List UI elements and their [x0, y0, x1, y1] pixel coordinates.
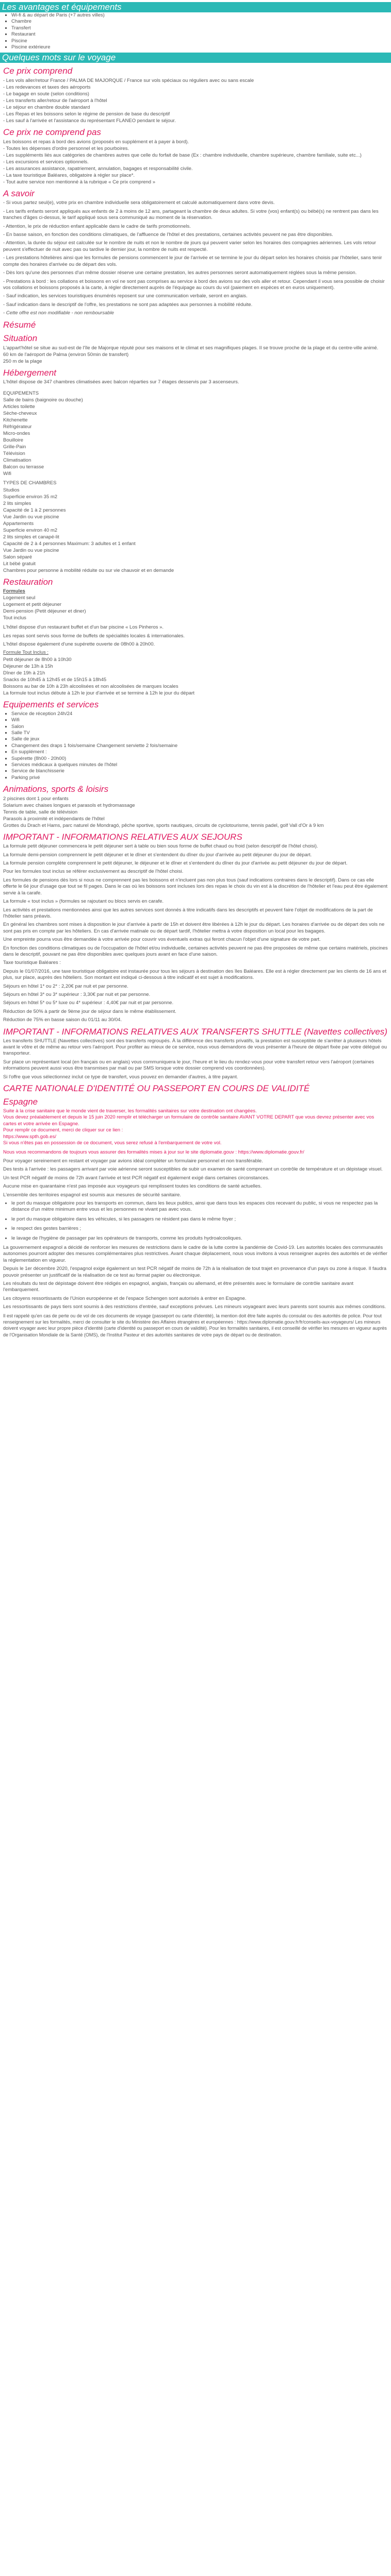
espagne-paragraph: Aucune mise en quarantaine n'est pas imposée aux voyageurs qui remplissent toutes les conditions de santé actuelles.: [3, 1183, 262, 1190]
type-chambre-line: 2 lits simples: [3, 500, 31, 506]
espagne-mesure-item: • le respect des gestes barrières ;: [11, 1226, 388, 1232]
formule-item: Tout inclus: [3, 615, 26, 621]
prix-comprend-item: - Les transferts aller/retour de l'aéroport à l'hôtel: [3, 98, 107, 104]
espagne-mesures-list: [3, 1200, 388, 1242]
important-sejours-paragraph: Depuis le 01/07/2016, une taxe touristique obligatoire est instaurée pour tous les séjours à destination des îles Baléares. Elle est à régler directement par les clients de 16 ans et plus, sur place, auprès des hôteliers. Son montant est indiqué ci-dessous à titre indicatif et est sujet à modifications.: [3, 968, 387, 981]
espagne-paragraph: Les résultats du test de dépistage doivent être rédigés en espagnol, anglais, français ou allemand, et être présentés avec le formulaire de contrôle sanitaire avant l'embarquement.: [3, 1280, 354, 1293]
situation-text: [3, 345, 388, 365]
formule-item: Logement et petit déjeuner: [3, 602, 62, 608]
prix-non-comprend-item: - Tout autre service non mentionné à la rubrique « Ce prix comprend »: [3, 179, 156, 185]
equipement-chambre-item: Sèche-cheveux: [3, 411, 37, 417]
avantage-item: ▪ Transfert: [11, 25, 388, 31]
important-sejours-paragraph: La formule demi-pension comprennent le petit déjeuner et le dîner et s'entendent du dîner du jour d'arrivée au petit déjeuner du jour de départ.: [3, 852, 312, 858]
types-chambres-label: TYPES DE CHAMBRES: [3, 480, 57, 486]
avantage-item: ▪ Wi-fi & au départ de Paris (+7 autres villes): [11, 12, 388, 19]
type-chambre-line: Studios: [3, 487, 20, 493]
important-sejours-paragraph: En fonction des conditions climatiques ou de l'occupation de l'hôtel et/ou individuelle, certaines activités peuvent ne pas être proposées de même que certains matériels, piscines dans le descriptif, pouvant ne pas être disponibles avec quelques jours avant en face d'une saison.: [3, 945, 388, 957]
important-sejours-paragraph: Séjours en hôtel 5* ou 5* luxe ou 4* supérieur : 4,40€ par nuit et par personne.: [3, 1000, 174, 1006]
formules-label: Formules: [3, 588, 25, 594]
espagne-paragraph: Depuis le 1er décembre 2020, l'espagnol exige également un test PCR négatif de moins de 72h à la réalisation de tout trajet en provenance d'un pays ou zone à risque. Il faudra pouvoir présenter un justificatif de la réalisation de ce test au format papier ou électronique.: [3, 1266, 386, 1278]
espagne-paragraph: Pour voyager sereinement en restant et voyager par avions idéal compléter un formulaire personnel et non transférable.: [3, 1158, 263, 1164]
avantage-item: ▪ Piscine: [11, 38, 388, 44]
equipement-chambre-item: Bouilloire: [3, 437, 24, 444]
important-sejours-paragraph: Taxe touristique Baléares :: [3, 960, 61, 966]
prix-comprend-item: - Les vols aller/retour France / PALMA DE MAJORQUE / France sur vols spéciaux ou réguliers avec ou sans escale: [3, 78, 254, 84]
type-chambre-line: Appartements: [3, 520, 34, 527]
formule-tout-inclus-line: Boissons au bar de 10h à 23h alcoolisées et non alcoolisées de marques locales: [3, 683, 178, 689]
important-transferts-paragraph: Si l'offre que vous sélectionnez inclut ce type de transfert, vous pouvez en demander d'autres, à titre payant.: [3, 1074, 238, 1080]
important-sejours-paragraph: Les activités et prestations mentionnées ainsi que les autres services sont donnés à titre indicatifs dans les descriptifs et peuvent faire l'objet de modifications de la part de l'hôtelier sans préavis.: [3, 907, 373, 919]
restauration-text-2: Les repas sont servis sous forme de buffets de spécialités locales & internationales.: [3, 633, 185, 639]
situation-line: 250 m de la plage: [3, 358, 42, 364]
espagne-paragraph: L'ensemble des territoires espagnol est soumis aux mesures de sécurité sanitaire.: [3, 1192, 182, 1198]
espagne-paragraph: Les ressortissants de pays tiers sont soumis à des restrictions d'entrée, sauf exceptions prévues. Les mineurs voyageant avec leurs parents sont soumis aux mêmes conditions.: [3, 1304, 386, 1310]
prix-non-comprend-item: - Les assurances assistance, rapatriement, annulation, bagages et responsabilité civile.: [3, 166, 193, 172]
animation-line: Solarium avec chaises longues et parasols et hydromassage: [3, 803, 135, 809]
type-chambre-line: Vue Jardin ou vue piscine: [3, 514, 59, 520]
animation-line: Grottes du Drach et Hams, parc naturel de Mondragó, pêche sportive, sports nautiques, circuits de cyclotourisme, tennis padel, golf Vall d'Or à 9 km: [3, 823, 324, 829]
prix-non-comprend-item: Les boissons et repas à bord des avions (proposés en supplément et à payer à bord).: [3, 139, 189, 145]
important-sejours-paragraph: Réduction de 50% à partir de 9ème jour de séjour dans le même établissement.: [3, 1008, 176, 1014]
prix-non-comprend-item: - Les suppléments liés aux catégories de chambres autres que celle du forfait de base (Ex : chambre individuelle, chambre supérieure, chambre familiale, suite etc...): [3, 152, 362, 159]
important-sejours-text: [3, 843, 388, 1023]
type-chambre-line: Lit bébé gratuit: [3, 561, 36, 567]
restauration-text-3: L'hôtel dispose également d'une supérette ouverte de 08h00 à 20h00.: [3, 641, 155, 647]
important-transferts-title: IMPORTANT - INFORMATIONS RELATIVES AUX TRANSFERTS SHUTTLE (Navettes collectives): [3, 1026, 387, 1037]
hebergement-text: L'hôtel dispose de 347 chambres climatisées avec balcon réparties sur 7 étages desservis par 3 ascenseurs.: [3, 379, 239, 385]
equipement-service-item: ▪ Changement des draps 1 fois/semaine Changement serviette 2 fois/semaine: [11, 743, 388, 749]
espagne-mesure-item: • le port du masque obligatoire pour les transports en commun, dans les lieux publics, ainsi que dans tous les espaces clos recevant du public, si vous ne respectez pas la distance d'un mètre minimum entre vous et les personnes ne vivant pas avec vous.: [11, 1200, 388, 1213]
espagne-mesure-item: • le port du masque obligatoire dans les véhicules, si les passagers ne résident pas dans le même foyer ;: [11, 1216, 388, 1223]
animation-line: 2 piscines dont 1 pour enfants: [3, 796, 69, 802]
espagne-mesure-item: • le lavage de l'hygiène de passager par les opérateurs de transports, comme les produits hydroalcooliques.: [11, 1235, 388, 1242]
espagne-paragraph: Les citoyens ressortissants de l'Union européenne et de l'espace Schengen sont autorisés à entrer en Espagne.: [3, 1295, 247, 1301]
hebergement-title: Hébergement: [3, 367, 57, 378]
a-savoir-list: [3, 200, 388, 308]
type-chambre-line: 2 lits simples et canapé-lit: [3, 534, 59, 540]
resume-title: Résumé: [3, 319, 36, 330]
espagne-recommandation: Nous vous recommandons de toujours vous assurer des formalités mises à jour sur le site diplomatie.gouv : https://www.diplomatie.gouv.fr/: [3, 1149, 304, 1156]
equipement-chambre-item: Articles toilette: [3, 404, 35, 410]
important-sejours-paragraph: Séjours en hôtel 3* ou 3* supérieur : 3,30€ par nuit et par personne.: [3, 991, 151, 997]
equipement-service-item: ▪ Salle TV: [11, 730, 388, 736]
equipements-chambre-list: [3, 397, 388, 477]
espagne-text-3: [3, 1296, 388, 1311]
avantage-item: ▪ Restaurant: [11, 31, 388, 38]
equipement-chambre-item: Micro-ondes: [3, 431, 30, 437]
prix-comprend-item: - Le séjour en chambre double standard: [3, 105, 90, 111]
avantage-item: ▪ Piscine extérieure: [11, 44, 388, 50]
equipement-service-item: ▪ Salon: [11, 724, 388, 730]
prix-non-comprend-item: - La taxe touristique Baléares, obligatoire à régler sur place*.: [3, 173, 135, 179]
prix-comprend-list: [3, 77, 388, 124]
formule-tout-inclus-list: [3, 656, 388, 697]
type-chambre-line: Chambres pour personne à mobilité réduite ou sur vie chauvoir et en demande: [3, 567, 174, 573]
equipement-service-item: ▪ Services médicaux à quelques minutes de l'hôtel: [11, 762, 388, 768]
type-chambre-line: Superficie environ 40 m2: [3, 527, 58, 533]
situation-line: L'appart'hôtel se situe au sud-est de l'île de Majorque réputé pour ses maisons et le climat et ses magnifiques plages. Il se trouve proche de la plage et du centre-ville animé.: [3, 345, 379, 351]
formules-list: [3, 595, 388, 621]
formule-tout-inclus-line: La formule tout inclus débute à 12h le jour d'arrivée et se termine à 12h le jour du départ: [3, 690, 194, 696]
important-sejours-paragraph: Une empreinte pourra vous être demandée à votre arrivée pour couvrir vos éventuels extras qui feront chacun l'objet d'une signature de votre part.: [3, 937, 321, 943]
espagne-title: Espagne: [3, 1097, 38, 1107]
espagne-paragraph: La gouvernement espagnol a décidé de renforcer les mesures de restrictions dans le cadre de la lutte contre la pandémie de Covid-19. Les autorités locales des communautés autonomes pourront adopter des mesures complémentaires plus restrictives. Avant chaque déplacement, nous vous invitons à vous renseigner auprès des autorités et de vérifier la réglementation en vigueur.: [3, 1244, 387, 1263]
formule-tout-inclus-line: Snacks de 10h45 à 12h45 et de 15h15 à 18h45: [3, 676, 107, 683]
prix-comprend-item: - Le bagage en soute (selon conditions): [3, 91, 89, 97]
equipements-services-title: Equipements et services: [3, 699, 99, 709]
a-savoir-item: - Attention, la durée du séjour est calculée sur le nombre de nuits et non le nombre de jours qui peuvent varier selon les horaires des compagnies aériennes. Les vols retour peuvent s'effectuer de nuit avec pas ou tardive le dernier jour, la nombre de nuits est respecté.: [3, 240, 376, 252]
avantages-list: [3, 12, 388, 50]
formule-tout-inclus-line: Déjeuner de 13h à 15h: [3, 663, 53, 669]
equipement-chambre-item: Kitchenette: [3, 417, 28, 423]
animation-line: Tennis de table, salle de télévision: [3, 809, 78, 816]
espagne-formalites-sanitaires: [3, 1108, 388, 1146]
a-savoir-item: - Les prestations hôtelières ainsi que les formules de pensions commencent le jour de l'arrivée et se termine le jour du départ selon les horaires choisis par l'hôtelier, sans tenir compte des horaires d'arrivée ou de départ des vols.: [3, 255, 382, 267]
cartes-title: CARTE NATIONALE D'IDENTITÉ OU PASSEPORT EN COURS DE VALIDITÉ: [3, 1083, 310, 1094]
non-modifiable-note: - Cette offre est non modifiable - non remboursable: [3, 310, 114, 316]
a-savoir-title: A savoir: [3, 189, 35, 199]
page: [0, 2, 391, 1338]
espagne-text-2: [3, 1245, 388, 1294]
equipement-chambre-item: Grille-Pain: [3, 444, 26, 450]
prix-comprend-item: - Les redevances et taxes des aéroports: [3, 84, 91, 91]
formule-item: Logement seul: [3, 595, 36, 601]
formule-item: Demi-pension (Petit déjeuner et diner): [3, 608, 86, 615]
animation-line: Parasols à proximité et indépendants de l'hôtel: [3, 816, 105, 822]
equipement-service-item: ▪ En supplément :: [11, 749, 388, 755]
a-savoir-item: - Attention, le prix de réduction enfant applicable dans le cadre de tarifs promotionnels.: [3, 223, 191, 229]
equipements-services-list: [3, 711, 388, 781]
a-savoir-item: - En basse saison, en fonction des conditions climatiques, de l'affluence de l'hôtel et des prestations, certaines activités peuvent ne pas être disponibles.: [3, 232, 333, 238]
section-header-avantages: Les avantages et équipements: [0, 2, 391, 12]
equipement-chambre-item: Climatisation: [3, 457, 31, 464]
important-sejours-title: IMPORTANT - INFORMATIONS RELATIVES AUX SEJOURS: [3, 832, 242, 842]
important-sejours-paragraph: Réduction de 75% en basse saison du 01/11 au 30/04.: [3, 1017, 122, 1023]
a-savoir-item: - Les tarifs enfants seront appliqués aux enfants de 2 à moins de 12 ans, partageant la chambre de deux adultes. Si votre (vos) enfant(s) ou bébé(s) ne rentrent pas dans les tranches d'âges ci-dessus, le tarif appliqué sous sera communiqué au moment de la réservation.: [3, 208, 379, 221]
equipement-chambre-item: Wifi: [3, 471, 11, 477]
a-savoir-item: - Sauf indication, les services touristiques énumérés reposent sur une communication verbale, seront en anglais.: [3, 293, 248, 299]
espagne-formalite-line: Suite à la crise sanitaire que le monde vient de traverser, les formalités sanitaires sur votre destination ont changées.: [3, 1108, 257, 1114]
main-content: [0, 66, 391, 1338]
animations-title: Animations, sports & loisirs: [3, 784, 109, 794]
animations-list: [3, 795, 388, 829]
a-savoir-item: - Sauf indication dans le descriptif de l'offre, les prestations ne sont pas adaptées aux personnes à mobilité réduite.: [3, 301, 253, 308]
equipement-service-item: ▪ Supérette (8h00 - 20h00): [11, 756, 388, 762]
espagne-formalite-line: Pour remplir ce document, merci de cliquer sur ce lien :: [3, 1127, 123, 1133]
important-transferts-paragraph: Sur place un représentant local (en français ou en anglais) vous communiquera le jour, l'heure et le lieu du rendez-vous pour votre transfert retour vers l'aéroport (certaines informations peuvent aussi vous être transmises par mail ou par SMS lorsque votre dossier comprend vos coordonnées).: [3, 1059, 374, 1072]
prix-non-comprend-list: [3, 139, 388, 185]
important-sejours-paragraph: La formule petit déjeuner commencera le petit déjeuner sert à table ou bien sous forme de buffet chaud ou froid (selon descriptif de l'hôtel choisi).: [3, 843, 318, 850]
espagne-text: [3, 1158, 388, 1198]
avantages-content: [0, 12, 391, 50]
situation-line: 60 km de l'aéroport de Palma (environ 50min de transfert): [3, 351, 129, 358]
type-chambre-line: Superficie environ 35 m2: [3, 494, 58, 500]
important-sejours-paragraph: Pour les formules tout inclus se référer exclusivement au descriptif de l'hôtel choisi.: [3, 869, 184, 875]
prix-comprend-item: - Les Repas et les boissons selon le régime de pension de base du descriptif: [3, 111, 170, 117]
important-sejours-paragraph: Séjours en hôtel 1* ou 2* : 2,20€ par nuit et par personne.: [3, 983, 128, 989]
espagne-fine-print: Il est rappelé qu'en cas de perte ou de vol de ces documents de voyage (passeport ou carte d'identité), la mention doit être faite auprès du consulat ou des autorités de police. Pour tout renseignement sur les formalités, merci de consulter le site du Ministère des Affaires étrangères et européennes : https://www.diplomatie.gouv.fr/fr/conseils-aux-voyageurs/ Les mineurs doivent voyager avec leur propre pièce d'identité (carte d'identité ou passeport en cours de validité). Pour les formalités sanitaires, il est conseillé de vérifier les mesures en vigueur auprès de l'Organisation Mondiale de la Santé (OMS), de l'Institut Pasteur et des autorités sanitaires de votre pays de départ ou de destination.: [3, 1313, 387, 1337]
section-header-quelques-mots: Quelques mots sur le voyage: [0, 53, 391, 63]
prix-non-comprend-title: Ce prix ne comprend pas: [3, 127, 101, 138]
prix-non-comprend-item: - Toutes les dépenses d'ordre personnel et les pourboires.: [3, 146, 129, 152]
equipement-service-item: ▪ Parking privé: [11, 775, 388, 781]
espagne-paragraph: Un test PCR négatif de moins de 72h avant l'arrivée et test PCR négatif est également exigé dans certaines circonstances.: [3, 1175, 270, 1181]
equipements-label: EQUIPEMENTS: [3, 390, 39, 396]
types-chambres-list: [3, 487, 388, 574]
espagne-formalite-line: Si vous n'êtes pas en possession de ce document, vous serez refusé à l'embarquement de votre vol.: [3, 1140, 222, 1146]
a-savoir-item: - Prestations à bord : les collations et boissons en vol ne sont pas comprises au service à bord des avions sur des vols aller et retour. Cependant il vous sera possible de choisir vos collations et boissons proposés à la carte, à régler directement auprès de l'équipage au cours du vol (paiement en espèces et en euros uniquement).: [3, 278, 385, 291]
equipement-service-item: ▪ Service de réception 24h/24: [11, 711, 388, 717]
equipement-service-item: ▪ Service de blanchisserie: [11, 768, 388, 774]
restauration-title: Restauration: [3, 577, 53, 587]
prix-comprend-title: Ce prix comprend: [3, 66, 73, 76]
prix-comprend-item: - Les sauf à l'arrivée et l'assistance du représentant FLANEO pendant le séjour.: [3, 118, 176, 124]
important-sejours-paragraph: La formule pension complète comprennent le petit déjeuner, le déjeuner et le dîner et s'entendent du dîner du jour d'arrivée au petit déjeuner du jour de départ.: [3, 860, 348, 867]
important-sejours-paragraph: La formule « tout inclus » (formules se rajoutant ou blocs servis en carafe.: [3, 899, 164, 905]
equipement-chambre-item: Balcon ou terrasse: [3, 464, 44, 470]
equipement-service-item: ▪ Wifi: [11, 717, 388, 723]
important-sejours-paragraph: En général les chambres sont mises à disposition le jour d'arrivée à partir de 15h et doivent être libérées à 12h le jour du départ. Les horaires d'arrivée ou de départ des vols ne sont pas pris en compte par les hôteliers. En cas d'arrivée matinale ou de départ tardif, l'hôtelier mettra à votre disposition un local pour les bagages.: [3, 922, 385, 934]
formule-tout-inclus-label: Formule Tout Inclus :: [3, 650, 49, 656]
a-savoir-item: - Dès lors qu'une des personnes d'un même dossier réserve une certaine prestation, les autres personnes seront automatiquement réglées sous la même pension.: [3, 270, 357, 276]
prix-non-comprend-item: - Les excursions et services optionnels.: [3, 159, 89, 165]
equipement-chambre-item: Télévision: [3, 451, 25, 457]
avantage-item: ▪ Chambre: [11, 19, 388, 25]
espagne-formalite-line: Vous devez préalablement et depuis le 15 juin 2020 remplir et télécharger un formulaire de contrôle sanitaire AVANT VOTRE DEPART que vous devrez présenter avec vos cartes et votre arrivée en Espagne.: [3, 1114, 374, 1127]
formule-tout-inclus-line: Dîner de 19h à 21h: [3, 670, 45, 676]
formule-tout-inclus-line: Petit déjeuner de 8h00 à 10h30: [3, 656, 72, 663]
important-transferts-text: [3, 1038, 388, 1080]
type-chambre-line: Capacité de 1 à 2 personnes: [3, 507, 66, 513]
type-chambre-line: Vue Jardin ou vue piscine: [3, 547, 59, 553]
type-chambre-line: Salon séparé: [3, 554, 32, 560]
important-transferts-paragraph: Les transferts SHUTTLE (Navettes collectives) sont des transferts regroupés. À la différence des transferts privatifs, la prestation est susceptible de s'arrêter à plusieurs hôtels avant le vôtre et de même au retour vers l'aéroport. Pour profiter au mieux de ce service, nous vous demandons de vous présenter à l'heure de départ fixée par votre délégué ou transporteur.: [3, 1038, 387, 1057]
espagne-paragraph: Des tests à l'arrivée : les passagers arrivant par voie aérienne seront susceptibles de subir un examen de santé comprenant un contrôle de température et un dépistage visuel.: [3, 1166, 383, 1173]
situation-title: Situation: [3, 333, 38, 343]
restauration-text-1: L'hôtel dispose d'un restaurant buffet et d'un bar piscine « Los Pinheros ».: [3, 624, 164, 631]
equipement-service-item: ▪ Salle de jeux: [11, 736, 388, 742]
espagne-formalite-line: https://www.spth.gob.es/: [3, 1133, 56, 1140]
a-savoir-item: - Si vous partez seul(e), votre prix en chambre individuelle sera obligatoirement et calculé automatiquement dans votre devis.: [3, 200, 275, 206]
equipement-chambre-item: Réfrigérateur: [3, 424, 32, 430]
type-chambre-line: Capacité de 2 à 4 personnes Maximum: 3 adultes et 1 enfant: [3, 540, 136, 547]
equipement-chambre-item: Salle de bains (baignoire ou douche): [3, 397, 83, 403]
important-sejours-paragraph: Les formules de pensions dès lors si nous ne comprennent pas les boissons et n'incluent pas non plus tous (sauf indications contraires dans le descriptif). Dans ce cas elle offerte le 6è jour d'usage que tout se fil pages. Dans le cas où les boissons sont incluses lors des repas le choix du vin est à la discrétion de l'hôtelier et l'eau peut être également servie à la carafe.: [3, 877, 388, 896]
